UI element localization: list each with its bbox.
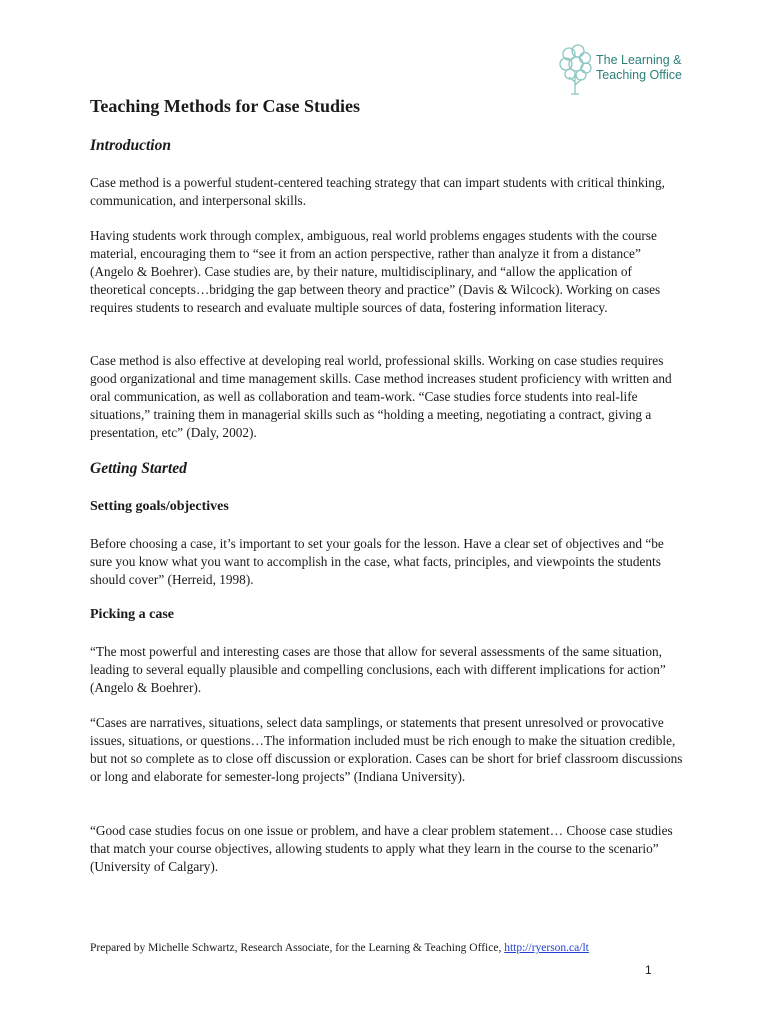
logo xyxy=(558,44,688,96)
intro-paragraph-3: Case method is also effective at developing real world, professional skills. Working on case studies requires good organizational and time management skills. Case method increases student proficiency with written and oral communication, as well as collaboration and team-work. “Case studies force students into real-life situations,” training them in managerial skills such as “holding a meeting, negotiating a contract, giving a presentation, etc” (Daly, 2002). xyxy=(90,353,672,440)
logo-line-1: The Learning & xyxy=(596,53,682,67)
footer xyxy=(90,942,589,954)
heading-setting-goals: Setting goals/objectives xyxy=(90,499,229,514)
footer-link[interactable]: http://ryerson.ca/lt xyxy=(504,942,589,954)
footer-text: Prepared by Michelle Schwartz, Research Associate, for the Learning & Teaching Office, xyxy=(90,942,505,954)
picking-paragraph-2: “Cases are narratives, situations, select data samplings, or statements that present unresolved or provocative issues, situations, or questions…The information included must be rich enough to make the situation credible, but not so complete as to close off discussion or exploration. Cases can be short for brief classroom discussions or long and elaborate for semester-long projects” (Indiana University). xyxy=(90,715,683,784)
logo-text xyxy=(596,53,682,83)
tree-icon xyxy=(558,44,594,96)
goals-paragraph: Before choosing a case, it’s important to set your goals for the lesson. Have a clear set of objectives and “be sure you know what you want to accomplish in the case, what facts, principles, and viewpoints the students should cover” (Herreid, 1998). xyxy=(90,536,664,587)
picking-paragraph-3: “Good case studies focus on one issue or problem, and have a clear problem statement… Choose case studies that match your course objectives, allowing students to apply what they learn in the course to the scenario” (University of Calgary). xyxy=(90,823,673,874)
picking-paragraph-1: “The most powerful and interesting cases are those that allow for several assessments of the same situation, leading to several equally plausible and compelling conclusions, each with different implications for action” (Angelo & Boehrer). xyxy=(90,644,666,695)
heading-picking-a-case: Picking a case xyxy=(90,607,174,622)
page-number: 1 xyxy=(645,963,652,977)
intro-paragraph-1: Case method is a powerful student-centered teaching strategy that can impart students with critical thinking, communication, and interpersonal skills. xyxy=(90,175,665,208)
intro-paragraph-2: Having students work through complex, ambiguous, real world problems engages students with the course material, encouraging them to “see it from an action perspective, rather than analyze it from a distance” (Angelo & Boehrer). Case studies are, by their nature, multidisciplinary, and “allow the application of theoretical concepts…bridging the gap between theory and practice” (Davis & Wilcock). Working on cases requires students to research and evaluate multiple sources of data, fostering information literacy. xyxy=(90,228,661,315)
logo-line-2: Teaching Office xyxy=(596,68,682,82)
heading-getting-started: Getting Started xyxy=(90,460,187,477)
page-title: Teaching Methods for Case Studies xyxy=(90,96,361,116)
heading-introduction: Introduction xyxy=(90,137,171,154)
